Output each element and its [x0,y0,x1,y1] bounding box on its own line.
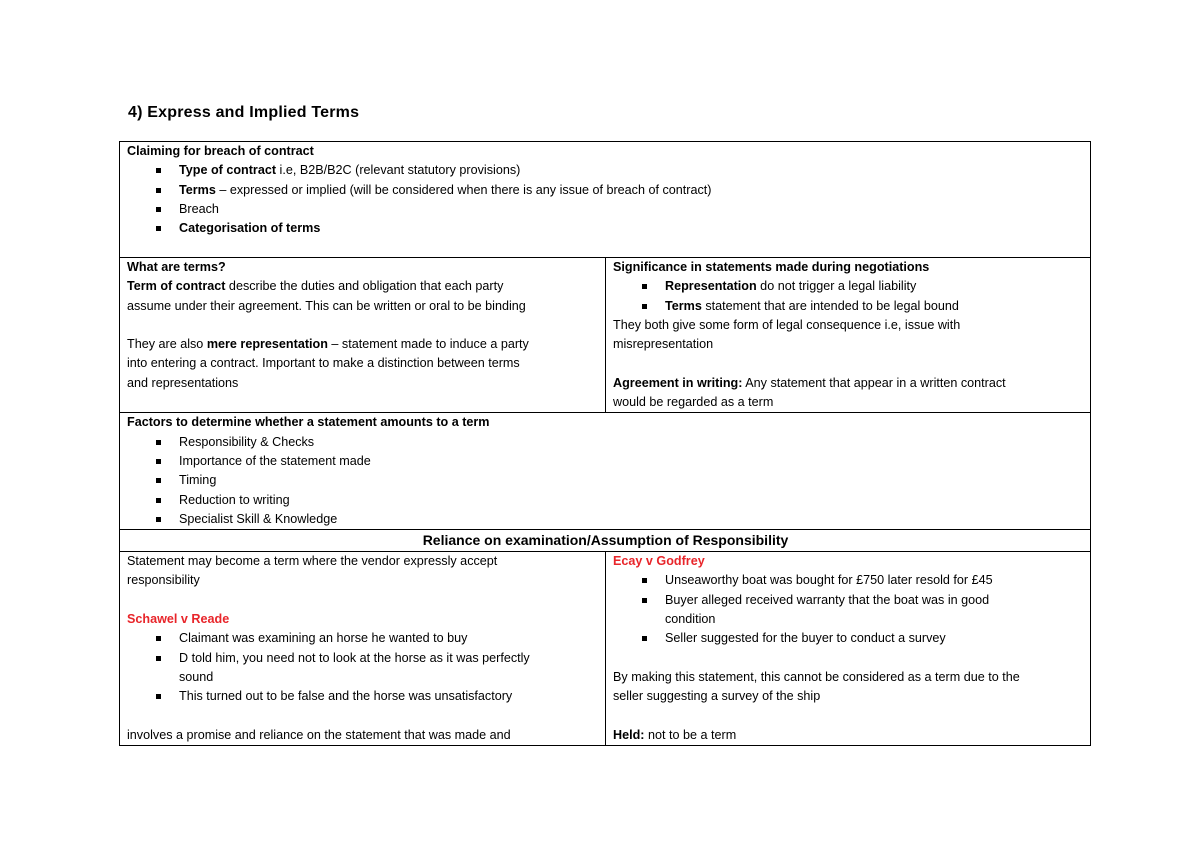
ecay-cell [606,552,1091,746]
banner-row [120,530,1091,552]
significance-note: They both give some form of legal consequence i.e, issue with [613,317,961,332]
list-item: Importance of the statement made [127,452,1084,471]
ecay-list [613,571,1084,648]
list-item: Timing [127,471,1084,490]
terms-heading: What are terms? [127,260,226,274]
item-text: Seller suggested for the buyer to conduct a survey [665,631,946,646]
cases-row [120,552,1091,746]
factors-cell [120,413,1091,530]
terms-definition [127,277,599,296]
ecay-reason: By making this statement, this cannot be considered as a term due to the [613,669,1020,684]
item-bold: Terms [179,182,216,197]
writing-cont: would be regarded as a term [613,395,774,410]
significance-note-cont: misrepresentation [613,337,714,352]
schawel-case-name: Schawel v Reade [127,612,230,627]
item-text: Unseaworthy boat was bought for £750 later resold for £45 [665,573,993,588]
writing-bold: Agreement in writing: [613,375,743,390]
notes-table [119,141,1091,746]
representation-cont: into entering a contract. Important to make a distinction between terms [127,356,520,371]
item-text: statement that are intended to be legal bound [701,298,959,313]
rep-pre: They are also [127,337,207,352]
significance-list [613,277,1084,316]
item-text: Claimant was examining an horse he wanted to buy [179,631,468,646]
list-item [613,297,1084,316]
item-bold: Representation [665,279,757,294]
terms-cell [120,258,606,413]
factors-row [120,413,1091,530]
item-bold: Categorisation of terms [179,221,321,236]
list-item [127,181,1084,200]
rep-text: – statement made to induce a party [327,337,529,352]
reliance-banner: Reliance on examination/Assumption of Responsibility [120,530,1091,552]
list-item [127,649,599,688]
schawel-intro-cont: responsibility [127,573,200,588]
terms-definition-cont: assume under their agreement. This can be written or oral to be binding [127,298,526,313]
writing-line: Any statement that appear in a written contract [742,375,1006,390]
item-text: – expressed or implied (will be considered when there is any issue of breach of contract) [215,182,712,197]
writing-text [613,374,1084,393]
item-bold: Type of contract [179,163,277,178]
list-item [613,277,1084,296]
item-text: Breach [179,201,219,216]
representation-cont: and representations [127,375,239,390]
claiming-row [120,142,1091,258]
schawel-list [127,629,599,706]
term-bold: Term of contract [127,279,226,294]
significance-heading: Significance in statements made during negotiations [613,260,930,274]
list-item: Responsibility & Checks [127,433,1084,452]
list-item: Specialist Skill & Knowledge [127,510,1084,529]
claiming-list [127,161,1084,238]
list-item [127,687,599,706]
list-item [613,591,1084,630]
ecay-case-name: Ecay v Godfrey [613,554,705,569]
list-item [613,629,1084,648]
page-title: 4) Express and Implied Terms [128,104,360,121]
item-text: Buyer alleged received warranty that the boat was in good [665,592,990,607]
claiming-heading: Claiming for breach of contract [127,144,314,158]
list-item: Reduction to writing [127,491,1084,510]
claiming-cell [120,142,1091,258]
item-text-cont: sound [179,669,214,684]
item-text: i.e, B2B/B2C (relevant statutory provisions) [276,163,521,178]
significance-cell [606,258,1091,413]
ecay-held [613,726,1084,745]
list-item [127,161,1084,180]
item-text: D told him, you need not to look at the horse as it was perfectly [179,650,530,665]
item-text: do not trigger a legal liability [756,279,917,294]
ecay-reason-cont: seller suggesting a survey of the ship [613,689,821,704]
list-item [613,571,1084,590]
schawel-intro: Statement may become a term where the vendor expressly accept [127,554,498,569]
list-item [127,219,1084,238]
schawel-cell [120,552,606,746]
item-text: This turned out to be false and the horse was unsatisfactory [179,689,513,704]
held-text: not to be a term [644,727,737,742]
rep-bold: mere representation [206,337,328,352]
term-text: describe the duties and obligation that each party [225,279,504,294]
factors-heading: Factors to determine whether a statement amounts to a term [127,415,490,430]
representation-text [127,335,599,354]
list-item [127,200,1084,219]
list-item [127,629,599,648]
factors-list [127,433,1084,529]
held-bold: Held: [613,727,645,742]
item-text-cont: condition [665,612,716,627]
item-bold: Terms [665,298,702,313]
terms-row [120,258,1091,413]
schawel-closing: involves a promise and reliance on the statement that was made and [127,727,511,742]
